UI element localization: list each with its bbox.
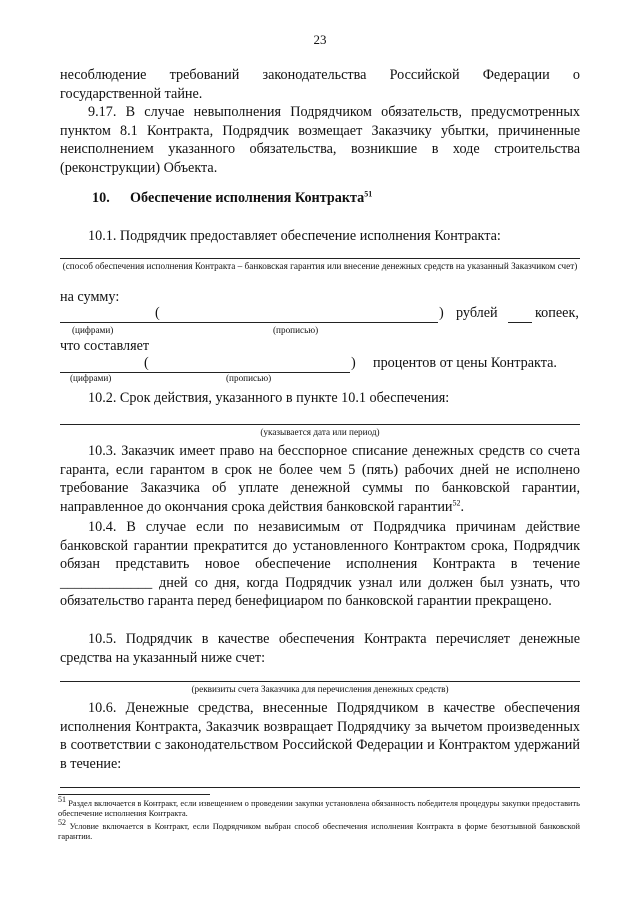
paragraph-10-4 xyxy=(60,518,580,611)
amount-fill-line xyxy=(60,322,438,323)
paragraph-10-3 xyxy=(60,442,580,516)
footnote-52 xyxy=(58,818,580,843)
footnote-ref-52: 52 xyxy=(452,498,461,508)
paragraph-10-6: 10.6. Денежные средства, внесенные Подрядчиком в качестве обеспечения исполнения Контракта, Заказчик возвращает Подрядчику за вычетом произведенных в соответствии с законодательством Российской Федерации и Контрактом удержаний в течение: xyxy=(60,700,580,772)
percent-close-paren: ) xyxy=(351,355,356,371)
amount-label: на сумму: xyxy=(60,289,120,305)
paragraph-10-4-part-1: 10.4. В случае если по независимым от Подрядчика причинам действие банковской гарантии прекратится до установленного Контрактом срока, Подрядчик обязан представить новое обеспечение исполнения Контракта в течение xyxy=(60,519,580,573)
method-fill-line xyxy=(60,258,580,259)
footnote-51 xyxy=(58,795,581,820)
footnote-52-text: Условие включается в Контракт, если Подрядчиком выбран способ обеспечения исполнения Контракта в форме безотзывной банковской гарантии. xyxy=(58,822,580,842)
percent-text: процентов от цены Контракта. xyxy=(373,355,557,371)
term-days-blank: _____________ xyxy=(60,574,153,591)
percent-words-caption: (прописью) xyxy=(226,373,272,383)
footnote-ref-51: 51 xyxy=(364,189,373,199)
paragraph-10-3-end: . xyxy=(460,498,465,515)
paragraph-10-4-part-2: дней со дня, когда Подрядчик узнал или должен был узнать, что обязательство гаранта перед бенефициаром по банковской гарантии прекращено. xyxy=(60,574,580,610)
amount-close-paren: ) xyxy=(439,305,444,321)
percent-digits-caption: (цифрами) xyxy=(70,373,112,383)
date-fill-line xyxy=(60,424,580,425)
amount-kopecks: копеек, xyxy=(535,305,579,321)
paragraph-continuation-line-1: несоблюдение требований законодательства Российской Федерации о xyxy=(60,67,580,83)
percent-label: что составляет xyxy=(60,338,150,354)
amount-digits-caption: (цифрами) xyxy=(72,325,114,335)
page-number: 23 xyxy=(313,32,327,47)
paragraph-continuation xyxy=(60,66,580,103)
amount-open-paren: ( xyxy=(155,305,160,321)
paragraph-10-1: 10.1. Подрядчик предоставляет обеспечение исполнения Контракта: xyxy=(88,228,501,244)
percent-open-paren: ( xyxy=(144,355,149,371)
amount-rubles: рублей xyxy=(456,305,498,321)
method-caption: (способ обеспечения исполнения Контракта – банковская гарантия или внесение денежных средств на указанный Заказчиком счет) xyxy=(62,261,578,271)
account-fill-line xyxy=(60,681,580,682)
kopecks-fill-line xyxy=(508,322,532,323)
footnote-52-ref: 52 xyxy=(58,818,66,828)
footnote-51-text: Раздел включается в Контракт, если извещением о проведении закупки установлена обязанность победителя процедуры закупки предоставить обеспечение исполнения Контракта. xyxy=(58,799,581,819)
footnote-separator xyxy=(58,794,210,795)
account-caption: (реквизиты счета Заказчика для перечисления денежных средств) xyxy=(191,684,449,694)
section-10-title: Обеспечение исполнения Контракта xyxy=(130,190,365,206)
paragraph-10-3-text: 10.3. Заказчик имеет право на бесспорное списание денежных средств со счета гаранта, если гарантом в срок не более чем 5 (пять) рабочих дней не исполнено требование Заказчика об уплате денежной суммы по банковской гарантии, направленное до окончания срока действия банковской гарантии xyxy=(60,443,580,515)
paragraph-9-17: 9.17. В случае невыполнения Подрядчиком обязательств, предусмотренных пунктом 8.1 Контракта, Подрядчик возмещает Заказчику убытки, причиненные неисполнением указанного обязательства, возникшие в ходе строительства (реконструкции) Объекта. xyxy=(60,104,580,176)
date-caption: (указывается дата или период) xyxy=(260,427,380,437)
paragraph-10-2: 10.2. Срок действия, указанного в пункте 10.1 обеспечения: xyxy=(88,390,450,406)
paragraph-10-5: 10.5. Подрядчик в качестве обеспечения Контракта перечисляет денежные средства на указанный ниже счет: xyxy=(60,631,580,666)
section-10-number: 10. xyxy=(92,190,110,206)
amount-words-caption: (прописью) xyxy=(273,325,319,335)
footnote-51-ref: 51 xyxy=(58,795,66,805)
paragraph-continuation-line-2: государственной тайне. xyxy=(60,85,203,102)
return-term-fill-line xyxy=(60,787,580,788)
section-10-heading xyxy=(92,190,372,207)
